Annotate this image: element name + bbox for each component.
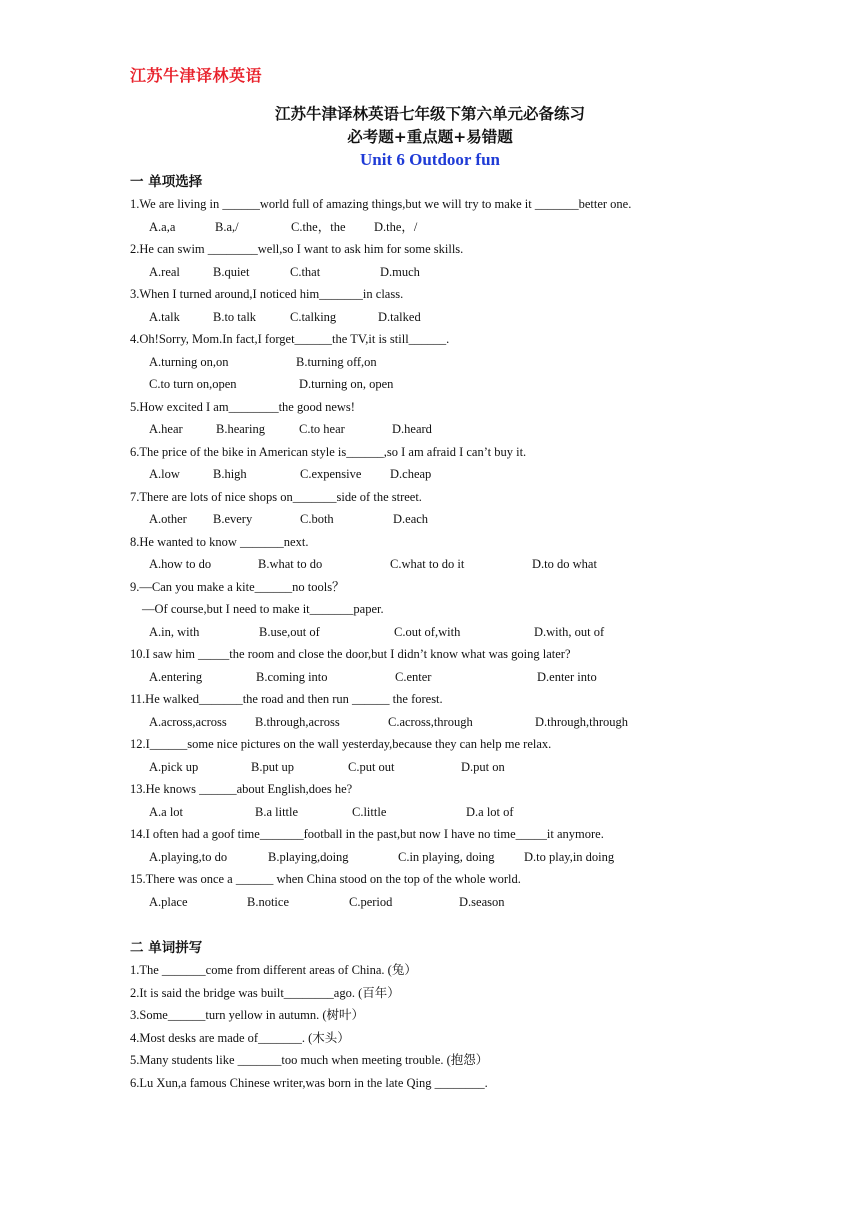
option-d: D.talked (378, 309, 421, 324)
option-b: B.through,across (255, 714, 340, 729)
document-title: 江苏牛津译林英语七年级下第六单元必备练习 (274, 105, 585, 123)
option-d: D.much (380, 264, 420, 279)
question-stem: 11.He walked_______the road and then run ______ the forest. (130, 692, 443, 706)
question-options (130, 801, 750, 824)
document-subtitle: 必考题+重点题+易错题 (347, 128, 513, 146)
question-options (130, 373, 750, 396)
section-multiple-choice (130, 171, 750, 913)
option-a: A.low (149, 467, 180, 481)
option-b: B.hearing (216, 422, 265, 436)
question-stem: 10.I saw him _____the room and close the door,but I didn’t know what was going later? (130, 647, 571, 661)
option-d: D.each (393, 512, 429, 526)
option-a: A.hear (149, 422, 183, 436)
option-c: C.both (300, 512, 334, 526)
option-b: B.notice (247, 894, 290, 909)
question-options (130, 666, 750, 689)
option-c: C.talking (290, 309, 337, 324)
option-a: A.real (149, 264, 180, 279)
option-c: C.put out (348, 759, 395, 774)
brand-header: 江苏牛津译林英语 (130, 66, 263, 85)
spelling-item: 6.Lu Xun,a famous Chinese writer,was born in the late Qing ________. (130, 1075, 488, 1090)
option-d: D.through,through (535, 714, 629, 729)
question-options (130, 508, 750, 531)
question-options (130, 216, 750, 239)
option-d: D.to play,in doing (524, 849, 615, 864)
spelling-item: 1.The _______come from different areas of China. (兔） (130, 963, 417, 977)
question-stem-reply: —Of course,but I need to make it_______paper. (142, 602, 384, 616)
option-c: C.period (349, 894, 393, 909)
question-stem: 14.I often had a goof time_______football in the past,but now I have no time_____it anymore. (130, 827, 604, 841)
question-options (130, 351, 750, 374)
option-a: A.place (149, 894, 188, 909)
option-a: A.how to do (149, 557, 212, 571)
option-a: A.turning on,on (149, 354, 229, 369)
option-d: D.put on (461, 759, 505, 774)
option-d: D.enter into (537, 669, 597, 684)
option-b: B.a little (255, 804, 299, 819)
option-a: A.entering (149, 669, 203, 684)
section-word-spelling (130, 937, 750, 1094)
question-stem: 12.I______some nice pictures on the wall yesterday,because they can help me relax. (130, 737, 552, 751)
question-stem: 3.When I turned around,I noticed him_______in class. (130, 287, 404, 301)
title-block (0, 103, 860, 171)
question-options (130, 261, 750, 284)
question-stem: 13.He knows ______about English,does he? (130, 782, 353, 796)
question-stem: 15.There was once a ______ when China stood on the top of the whole world. (130, 872, 521, 886)
question-options (130, 621, 750, 644)
option-c: C.to turn on,open (149, 377, 237, 391)
section-heading: 二 单词拼写 (130, 940, 203, 956)
option-b: B.coming into (256, 669, 328, 684)
question-options (130, 306, 750, 329)
question-stem: 6.The price of the bike in American style is______,so I am afraid I can’t buy it. (130, 444, 527, 459)
option-c: C.in playing, doing (398, 849, 495, 864)
spelling-item: 4.Most desks are made of_______. (木头） (130, 1030, 350, 1045)
question-options (130, 553, 750, 576)
option-d: D.season (459, 894, 505, 909)
question-options (130, 756, 750, 779)
option-a: A.in, with (149, 624, 200, 639)
option-b: B.turning off,on (296, 354, 377, 369)
question-stem: 1.We are living in ______world full of amazing things,but we will try to make it _______better one. (130, 197, 632, 211)
option-d: D.cheap (390, 467, 432, 481)
option-a: A.across,across (149, 714, 227, 729)
option-a: A.pick up (149, 759, 199, 774)
option-a: A.a lot (149, 804, 184, 819)
option-b: B.put up (251, 759, 295, 774)
option-c: C.enter (395, 669, 432, 684)
option-d: D.a lot of (466, 804, 514, 819)
question-options (130, 463, 750, 486)
question-options (130, 711, 750, 734)
question-options (130, 418, 750, 441)
option-b: B.what to do (258, 557, 323, 571)
option-c: C.the，the (291, 219, 346, 234)
option-c: C.expensive (300, 467, 362, 481)
question-stem: 2.He can swim ________well,so I want to ask him for some skills. (130, 242, 464, 256)
option-a: A.playing,to do (149, 849, 228, 864)
option-c: C.out of,with (394, 624, 461, 639)
option-a: A.other (149, 512, 187, 526)
option-c: C.to hear (299, 422, 345, 436)
option-c: C.that (290, 264, 321, 279)
option-d: D.to do what (532, 557, 597, 571)
option-d: D.turning on, open (299, 377, 394, 391)
option-a: A.talk (149, 309, 180, 324)
question-stem: 8.He wanted to know _______next. (130, 534, 309, 549)
spelling-item: 2.It is said the bridge was built________ago. (百年） (130, 985, 400, 1000)
option-b: B.to talk (213, 309, 257, 324)
option-b: B.playing,doing (268, 849, 349, 864)
question-stem: 4.Oh!Sorry, Mom.In fact,I forget______the TV,it is still______. (130, 332, 450, 346)
question-stem: 7.There are lots of nice shops on_______side of the street. (130, 489, 422, 504)
question-stem: 5.How excited I am________the good news! (130, 399, 355, 414)
option-c: C.across,through (388, 714, 473, 729)
option-c: C.what to do it (390, 557, 465, 571)
option-d: D.the，/ (374, 219, 418, 234)
question-options (130, 846, 750, 869)
option-b: B.every (213, 512, 253, 526)
unit-title: Unit 6 Outdoor fun (360, 150, 500, 169)
option-b: B.high (213, 467, 247, 481)
option-b: B.a,/ (215, 219, 239, 234)
option-b: B.use,out of (259, 624, 320, 639)
option-c: C.little (352, 804, 387, 819)
spelling-item: 3.Some______turn yellow in autumn. (树叶） (130, 1008, 365, 1022)
section-heading: 一 单项选择 (130, 174, 203, 190)
question-options (130, 891, 750, 914)
option-d: D.with, out of (534, 624, 605, 639)
option-a: A.a,a (149, 219, 176, 234)
question-stem: 9.—Can you make a kite______no tools？ (130, 579, 345, 594)
spelling-item: 5.Many students like _______too much when meeting trouble. (抱怨） (130, 1053, 489, 1067)
option-b: B.quiet (213, 264, 250, 279)
option-d: D.heard (392, 422, 432, 436)
